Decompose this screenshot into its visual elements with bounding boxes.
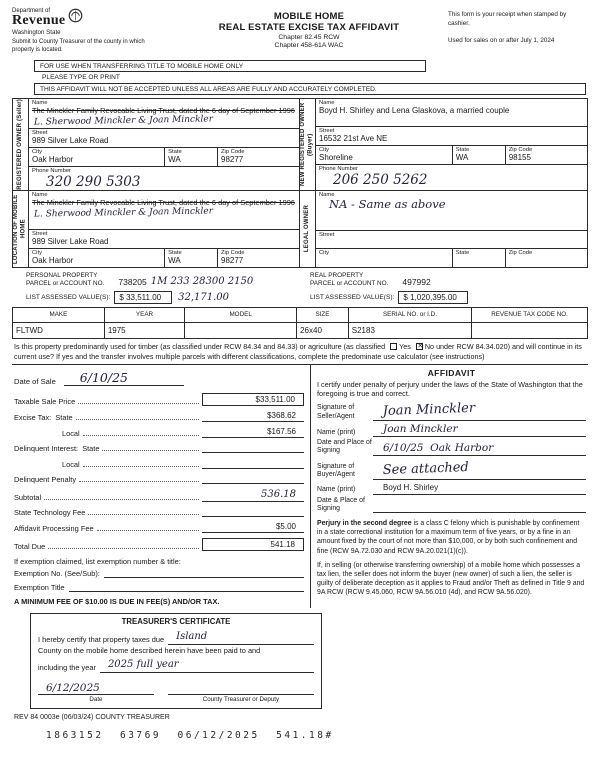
street-label: Street	[319, 231, 335, 238]
agency-block	[12, 8, 170, 55]
blank-line	[168, 682, 314, 695]
header-notes	[448, 8, 588, 46]
dotted-leader	[76, 415, 199, 420]
buyer-name-value: Boyd H. Shirley and Lena Glaskova, a married couple	[319, 105, 510, 115]
real-property-block	[300, 272, 588, 304]
seller-signature-label: Signature of Seller/Agent	[317, 404, 355, 420]
excise-tax-local-value: $167.56	[202, 427, 304, 438]
form-title-line1: MOBILE HOME	[273, 11, 345, 22]
usage-note: Used for sales on or after July 1, 2024	[448, 37, 555, 44]
legal-owner-city-state-zip	[316, 249, 587, 266]
name-print-label: Name (print)	[317, 486, 356, 494]
seller-phone-field	[29, 167, 299, 192]
treasurer-date-label: Date	[89, 696, 103, 704]
location-name-field	[29, 191, 299, 230]
seller-name-print-field	[317, 423, 586, 437]
yes-checkbox	[390, 343, 397, 350]
form-title-line2: REAL ESTATE EXCISE TAX AFFIDAVIT	[218, 22, 400, 33]
fee-row-taxable-sale-price: Taxable Sale Price $33,511.00	[14, 393, 304, 406]
street-label: Street	[32, 230, 48, 237]
cashier-stamp-line: 1863152 63769 06/12/2025 541.18#	[46, 730, 334, 742]
seller-date-place-field	[317, 439, 586, 456]
agency-logo-text	[12, 8, 65, 36]
predominant-use-question: Is this property predominantly used for timber (as classified under RCW 84.34 and 84.33) or agriculture (as classified Yes ✕ No under RCW 84.34.020) and will continue in its current use? If yes and the transfer involves multiple parcels with different classifications, complete the predominate use calculator (see instructions)	[14, 342, 586, 362]
fee-row-delinquent-interest-state: Delinquent Interest: State	[14, 443, 304, 453]
dor-logo-icon	[68, 8, 83, 23]
seller-signature-field	[317, 400, 586, 421]
location-city-value: Oak Harbor	[32, 256, 74, 265]
seller-state-value: WA	[168, 154, 181, 164]
seller-signature-handwritten: Joan Minckler	[382, 400, 476, 419]
buyer-name-field	[316, 99, 587, 128]
seller-section-sidebar	[13, 99, 29, 190]
legal-owner-section-sidebar	[300, 191, 316, 267]
perjury-lead: Perjury in the second degree	[317, 520, 412, 528]
name-label: Name	[319, 191, 335, 198]
col-header-serial: SERIAL NO. or I.D.	[349, 308, 472, 322]
real-assessed-value: $ 1,020,395.00	[398, 291, 467, 304]
legal-owner-street-field	[316, 231, 587, 249]
personal-parcel-number: 738205	[118, 276, 147, 287]
seller-section-label: REGISTERED OWNER (Seller)	[16, 98, 23, 190]
dotted-leader	[78, 399, 199, 404]
legal-owner-state-value	[456, 257, 502, 266]
street-label: Street	[319, 128, 335, 135]
acceptance-notice: THIS AFFIDAVIT WILL NOT BE ACCEPTED UNLESS ALL AREAS ARE FULLY AND ACCURATELY COMPLETED.	[34, 83, 586, 95]
legal-owner-name-handwritten: NA - Same as above	[329, 196, 446, 211]
county-blank-line	[168, 629, 314, 646]
dept-of-label: Department of	[12, 8, 51, 14]
fees-and-affidavit	[12, 364, 588, 608]
city-label: City	[32, 148, 42, 155]
city-label: City	[32, 249, 42, 256]
buyer-street-field	[316, 127, 587, 146]
size-value: 26x40	[297, 323, 349, 338]
location-street-field	[29, 230, 299, 249]
minimum-fee-note: A MINIMUM FEE OF $10.00 IS DUE IN FEE(S) AND/OR TAX.	[14, 596, 220, 606]
affidavit-title: AFFIDAVIT	[427, 367, 476, 378]
seller-name-print-handwritten: Joan Minckler	[383, 423, 458, 435]
affidavit-certification: I certify under penalty of perjury under the laws of the State of Washington that the foregoing is true and correct.	[317, 379, 583, 399]
fee-row-affidavit-processing-fee: Affidavit Processing Fee $5.00	[14, 522, 304, 533]
county-handwritten: Island	[176, 630, 208, 642]
exemption-title-label: Exemption Title	[14, 582, 65, 592]
washington-state-label: Washington State	[12, 29, 61, 36]
chapter-ref-2: Chapter 458-61A WAC	[274, 42, 344, 49]
location-name-handwritten: L. Sherwood Minckler & Joan Minckler	[33, 206, 214, 220]
seller-street-field	[29, 129, 299, 148]
treasurer-signer-label: County Treasurer or Deputy	[202, 696, 280, 704]
location-name-printed: The Minckler Family Revocable Living Trust, dated the 6 day of September 1996	[32, 197, 295, 207]
treasurers-certificate-title: TREASURER'S CERTIFICATE	[121, 616, 231, 626]
dotted-leader	[44, 495, 199, 500]
buyer-city-state-zip	[316, 146, 587, 165]
seller-zip-value: 98277	[221, 154, 244, 164]
form-title-block	[170, 8, 448, 49]
phone-label: Phone Number	[319, 166, 358, 173]
buyer-city-value: Shoreline	[319, 153, 353, 163]
affidavit-column	[310, 365, 588, 608]
exemption-intro: If exemption claimed, list exemption number & title:	[14, 556, 181, 566]
seller-city-state-zip	[29, 148, 299, 167]
fee-row-total-due: Total Due 541.18	[14, 538, 304, 551]
location-of-mobile-home-section	[13, 191, 300, 267]
serial-value: S2183	[349, 323, 472, 338]
personal-parcel-handwritten: 1M 233 28300 2150	[150, 275, 254, 287]
phone-label: Phone Number	[32, 167, 71, 174]
receipt-note: This form is your receipt when stamped by cashier.	[448, 11, 567, 27]
fee-row-subtotal: Subtotal 536.18	[14, 489, 304, 502]
col-header-size: SIZE	[297, 308, 349, 322]
subtotal-handwritten: 536.18	[261, 488, 296, 500]
name-label: Name	[32, 191, 48, 198]
zip-label: Zip Code	[508, 147, 533, 154]
no-checkbox	[416, 343, 423, 350]
treasurer-date-field	[38, 682, 154, 703]
buyer-state-value: WA	[455, 153, 469, 163]
personal-assessed-handwritten: 32,171.00	[178, 291, 229, 303]
dotted-leader	[79, 477, 199, 482]
blank-line	[69, 583, 304, 592]
buyer-signature-label: Signature of Buyer/Agent	[317, 463, 355, 479]
state-technology-fee-value	[202, 507, 304, 517]
personal-assessed-value: $ 33,511.00	[114, 291, 172, 304]
no-label: No	[424, 341, 435, 351]
assessed-value-label: LIST ASSESSED VALUE(S):	[310, 293, 395, 301]
personal-property-block	[12, 272, 300, 304]
taxable-sale-price-value: $33,511.00	[202, 393, 304, 406]
state-label: State	[455, 250, 470, 257]
location-street-value: 989 Silver Lake Road	[32, 237, 109, 247]
col-header-model: MODEL	[185, 308, 297, 322]
fee-row-excise-tax-local: Local $167.56	[14, 427, 304, 438]
zip-label: Zip Code	[221, 148, 245, 155]
use-only-notice: FOR USE WHEN TRANSFERRING TITLE TO MOBILE HOME ONLY	[34, 60, 426, 72]
location-section-sidebar	[13, 191, 29, 267]
perjury-notice: Perjury in the second degree is a class C felony which is punishable by confinement in a state correctional institution for a maximum term of five years, or by a fine in an amount fixed by the court of not more than $10,000, or by both such confinement and fine (RCW 9A.72.030 and RCW 9A.20.021(1)(c)). If, in selling (or otherwise transferring ownership) of a mobile home which possesses a tax lien, the seller does not inform the buyer (new owner) of such a lien, the seller is guilty of deliberate deception as it applies to Fraud and/or Theft as defined in Title 9 and 9A RCW (RCW 9.45.060, RCW 9A.56.010 (4d), and RCW 9A.56.020).	[317, 520, 585, 597]
location-city-state-zip	[29, 249, 299, 267]
fees-column	[12, 365, 310, 608]
street-label: Street	[32, 129, 48, 136]
chapter-ref-1: Chapter 82.45 RCW	[278, 34, 340, 41]
zip-label: Zip Code	[221, 249, 245, 256]
date-place-label: Date and Place of Signing	[317, 439, 372, 455]
zip-label: Zip Code	[508, 250, 533, 257]
fee-row-state-technology-fee: State Technology Fee	[14, 507, 304, 517]
blank-line	[104, 569, 304, 578]
treasurer-signature-field	[168, 682, 314, 703]
legal-owner-section-label: LEGAL OWNER	[303, 205, 310, 253]
seller-name-printed: The Minckler Family Revocable Living Trust, dated the 6 day of September 1996	[32, 105, 295, 115]
date-place-label: Date & Place of Signing	[317, 496, 365, 512]
buyer-name-print-value: Boyd H. Shirley	[383, 482, 439, 492]
real-property-label: REAL PROPERTY PARCEL or ACCOUNT NO.	[310, 271, 389, 287]
parcel-section	[12, 268, 588, 307]
city-label: City	[319, 147, 329, 154]
yes-label: Yes	[399, 341, 411, 351]
year-handwritten: 2025 full year	[107, 658, 179, 670]
location-state-value: WA	[168, 256, 181, 265]
legal-owner-section	[300, 191, 587, 267]
legal-owner-city-value	[319, 257, 449, 266]
make-value: FLTWD	[13, 323, 105, 338]
date-of-sale-field	[14, 370, 304, 386]
treasurers-certificate-box: TREASURER'S CERTIFICATE I hereby certify that property taxes due Island County on the mobile home described herein have been paid to and including the year 2025 full year 6/12/2025 Date County Treasurer or Deputy	[30, 613, 322, 709]
form-revision-line: REV 84 0003e (06/03/24) COUNTY TREASURER	[14, 714, 170, 722]
dotted-leader	[83, 462, 199, 467]
seller-name-field	[29, 99, 299, 129]
legal-owner-zip-value	[509, 257, 584, 266]
seller-phone-handwritten: 320 290 5303	[46, 173, 141, 190]
form-header	[12, 8, 588, 55]
buyer-phone-field	[316, 165, 587, 190]
delinquent-interest-state-value	[202, 443, 304, 453]
legal-owner-name-field	[316, 191, 587, 231]
tax-lien-notice: If, in selling (or otherwise transferring ownership) of a mobile home which possesses a tax lien, the seller does not inform the buyer (new owner) of such a lien, the seller is guilty of deliberate deception as it applies to Fraud and/or Theft as defined in Title 9 and 9A RCW (RCW 9.45.060, RCW 9A.56.010 (4d), and RCW 9A.56.020).	[317, 561, 585, 597]
treasurer-date-handwritten: 6/12/2025	[38, 682, 154, 695]
exemption-number-label: Exemption No. (See/Sub):	[14, 568, 100, 578]
state-label: State	[168, 249, 182, 256]
personal-property-label: PERSONAL PROPERTY PARCEL or ACCOUNT NO.	[26, 271, 105, 287]
buyer-name-print-field	[317, 482, 586, 495]
exemption-number-field	[14, 569, 304, 578]
fee-row-delinquent-penalty: Delinquent Penalty	[14, 474, 304, 484]
affidavit-processing-fee-value: $5.00	[202, 522, 304, 533]
fee-row-delinquent-interest-local: Local	[14, 459, 304, 469]
assessed-value-label: LIST ASSESSED VALUE(S):	[26, 293, 111, 301]
dotted-leader	[97, 526, 199, 531]
seller-street-value: 989 Silver Lake Road	[32, 136, 109, 146]
dotted-leader	[88, 510, 199, 515]
seller-date-place-handwritten: 6/10/25 Oak Harbor	[383, 441, 494, 454]
revenue-wordmark: Revenue	[12, 13, 66, 28]
location-section-label: LOCATION OF MOBILE HOME	[13, 193, 27, 264]
new-registered-owner-buyer-section	[300, 99, 587, 190]
col-header-revenue-tax-code: REVENUE TAX CODE NO.	[491, 310, 568, 318]
buyer-signature-field	[317, 459, 586, 480]
type-or-print-notice: PLEASE TYPE OR PRINT	[42, 73, 120, 81]
state-label: State	[455, 147, 470, 154]
model-value	[185, 323, 297, 338]
seller-name-handwritten: L. Sherwood Minckler & Joan Minckler	[33, 114, 214, 128]
table-header-row	[13, 308, 587, 323]
dotted-leader	[83, 431, 199, 436]
name-label: Name	[32, 99, 48, 106]
date-of-sale-handwritten: 6/10/25	[64, 370, 184, 386]
name-print-label: Name (print)	[317, 428, 356, 436]
date-of-sale-label: Date of Sale	[14, 376, 56, 386]
buyer-phone-handwritten: 206 250 5262	[333, 172, 428, 189]
excise-tax-state-value: $368.62	[202, 411, 304, 422]
table-row	[13, 323, 587, 338]
buyer-street-value: 16532 21st Ave NE	[319, 134, 388, 144]
year-blank-line	[100, 657, 314, 674]
location-zip-value: 98277	[221, 256, 244, 265]
mobile-home-table	[12, 307, 588, 339]
exemption-title-field	[14, 583, 304, 592]
state-label: State	[168, 148, 182, 155]
col-header-year: YEAR	[105, 308, 185, 322]
delinquent-interest-local-value	[202, 459, 304, 469]
revenue-tax-code-value	[472, 323, 587, 338]
registered-owner-seller-section	[13, 99, 300, 190]
fee-row-excise-tax-state: Excise Tax: State $368.62	[14, 411, 304, 422]
name-label: Name	[319, 99, 335, 106]
buyer-section-label: NEW REGISTERED OWNER (Buyer)	[300, 102, 314, 186]
city-label: City	[319, 250, 329, 257]
dotted-leader	[102, 446, 199, 451]
owners-grid	[12, 98, 588, 268]
col-header-make: MAKE	[13, 308, 105, 322]
submit-to-treasurer-note: Submit to County Treasurer of the county in which property is located.	[12, 39, 145, 53]
dotted-leader	[48, 544, 199, 549]
buyer-date-place-field	[317, 497, 586, 514]
total-due-value: 541.18	[202, 538, 304, 551]
year-value: 1975	[105, 323, 185, 338]
legal-owner-street-value	[319, 238, 584, 247]
real-parcel-number: 497992	[402, 276, 431, 287]
buyer-zip-value: 98155	[508, 153, 531, 163]
buyer-section-sidebar	[300, 99, 316, 190]
delinquent-penalty-value	[202, 474, 304, 484]
buyer-signature-handwritten: See attached	[382, 459, 469, 478]
seller-city-value: Oak Harbor	[32, 154, 74, 164]
